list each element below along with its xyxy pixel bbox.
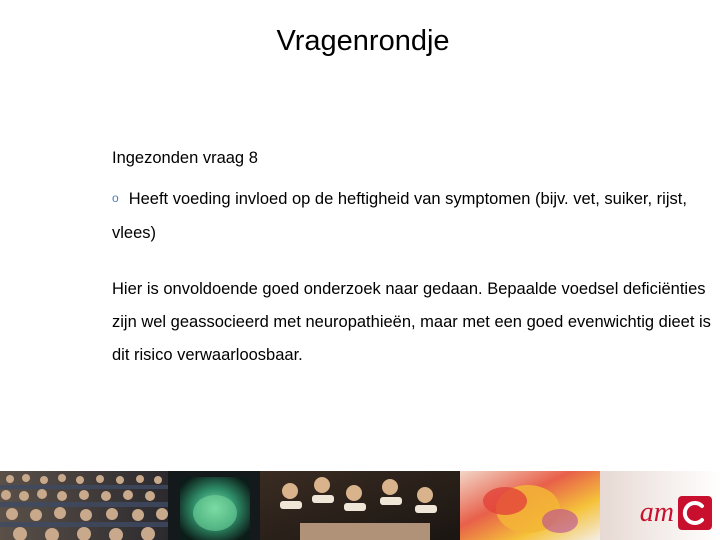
answer-text: Hier is onvoldoende goed onderzoek naar gedaan. Bepaalde voedsel deficiënties zijn wel geassocieerd met neuropathieën, maar met een goed evenwichtig dieet is dit risico verwaarloosbaar. (112, 280, 711, 364)
amc-logo (640, 496, 712, 530)
bullet-marker: o (112, 191, 119, 205)
banner-collage-image (0, 471, 720, 540)
bullet-text: Heeft voeding invloed op de heftigheid van symptomen (bijv. vet, suiker, rijst, vlees) (112, 190, 687, 242)
bullet-item (112, 183, 712, 250)
slide-content (112, 146, 712, 372)
question-heading: Ingezonden vraag 8 (112, 149, 258, 167)
photo-banner (0, 471, 720, 540)
logo-text: am (639, 497, 674, 528)
amc-swirl-icon (678, 496, 712, 530)
slide-title: Vragenrondje (276, 25, 450, 57)
